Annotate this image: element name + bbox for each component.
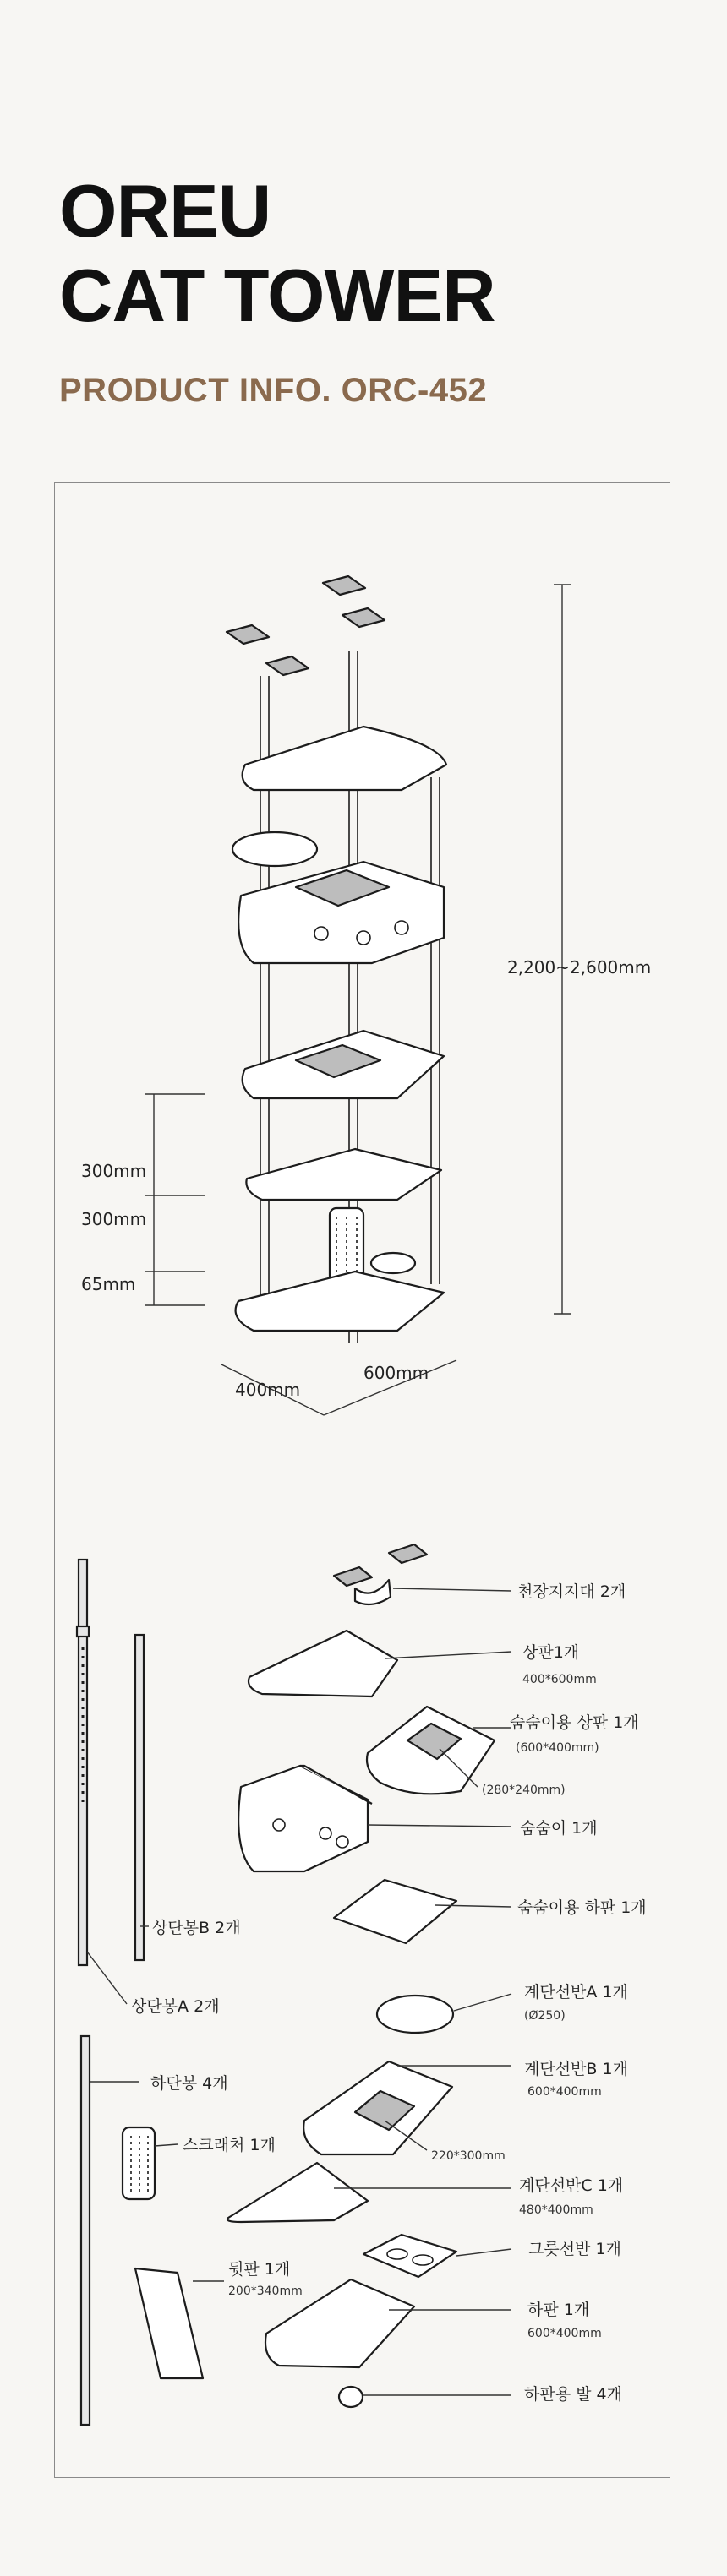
part-sub-base: 600*400mm: [527, 2327, 602, 2340]
product-subtitle: PRODUCT INFO. ORC-452: [59, 372, 488, 409]
shelf-gap-2-dimension: 300mm: [81, 1209, 147, 1229]
part-label-bowl-shelf: 그릇선반 1개: [528, 2240, 621, 2258]
part-sub-back-panel: 200*340mm: [228, 2285, 303, 2298]
hole-note-top: (280*240mm): [482, 1784, 566, 1797]
part-label-hideout-top: 숨숨이용 상판 1개: [510, 1713, 639, 1732]
part-label-upper-rod-a: 상단봉A 2개: [131, 1997, 220, 2016]
depth-dimension: 400mm: [235, 1380, 301, 1400]
part-label-base: 하판 1개: [527, 2301, 590, 2319]
part-label-hideout-bottom: 숨숨이용 하판 1개: [517, 1898, 647, 1917]
part-label-back-panel: 뒷판 1개: [228, 2260, 291, 2279]
part-label-stair-c: 계단선반C 1개: [519, 2176, 624, 2195]
part-label-stair-a: 계단선반A 1개: [524, 1983, 628, 2001]
part-sub-stair-a: (Ø250): [524, 2009, 566, 2023]
part-label-upper-rod-b: 상단봉B 2개: [152, 1919, 241, 1937]
part-label-top-board: 상판1개: [522, 1643, 580, 1662]
tower-illustration: [145, 576, 571, 1415]
part-sub-stair-c: 480*400mm: [519, 2203, 593, 2217]
part-sub-top-board: 400*600mm: [522, 1673, 597, 1686]
product-title-line1: OREU: [59, 169, 271, 253]
part-label-hideout: 숨숨이 1개: [520, 1819, 598, 1838]
part-label-foot: 하판용 발 4개: [524, 2385, 622, 2404]
base-gap-dimension: 65mm: [81, 1274, 136, 1294]
height-dimension: 2,200~2,600mm: [507, 957, 652, 978]
product-title-line2: CAT TOWER: [59, 253, 495, 337]
part-sub-hideout-top: (600*400mm): [516, 1741, 599, 1755]
part-label-stair-b: 계단선반B 1개: [524, 2060, 628, 2078]
part-label-scratcher: 스크래처 1개: [183, 2136, 276, 2154]
part-sub-stair-b: 600*400mm: [527, 2085, 602, 2099]
part-label-lower-rod: 하단봉 4개: [150, 2074, 228, 2093]
hole-note-stair-b: 220*300mm: [431, 2149, 506, 2163]
shelf-gap-1-dimension: 300mm: [81, 1161, 147, 1181]
width-dimension: 600mm: [364, 1363, 429, 1383]
part-label-ceiling-support: 천장지지대 2개: [517, 1582, 626, 1601]
